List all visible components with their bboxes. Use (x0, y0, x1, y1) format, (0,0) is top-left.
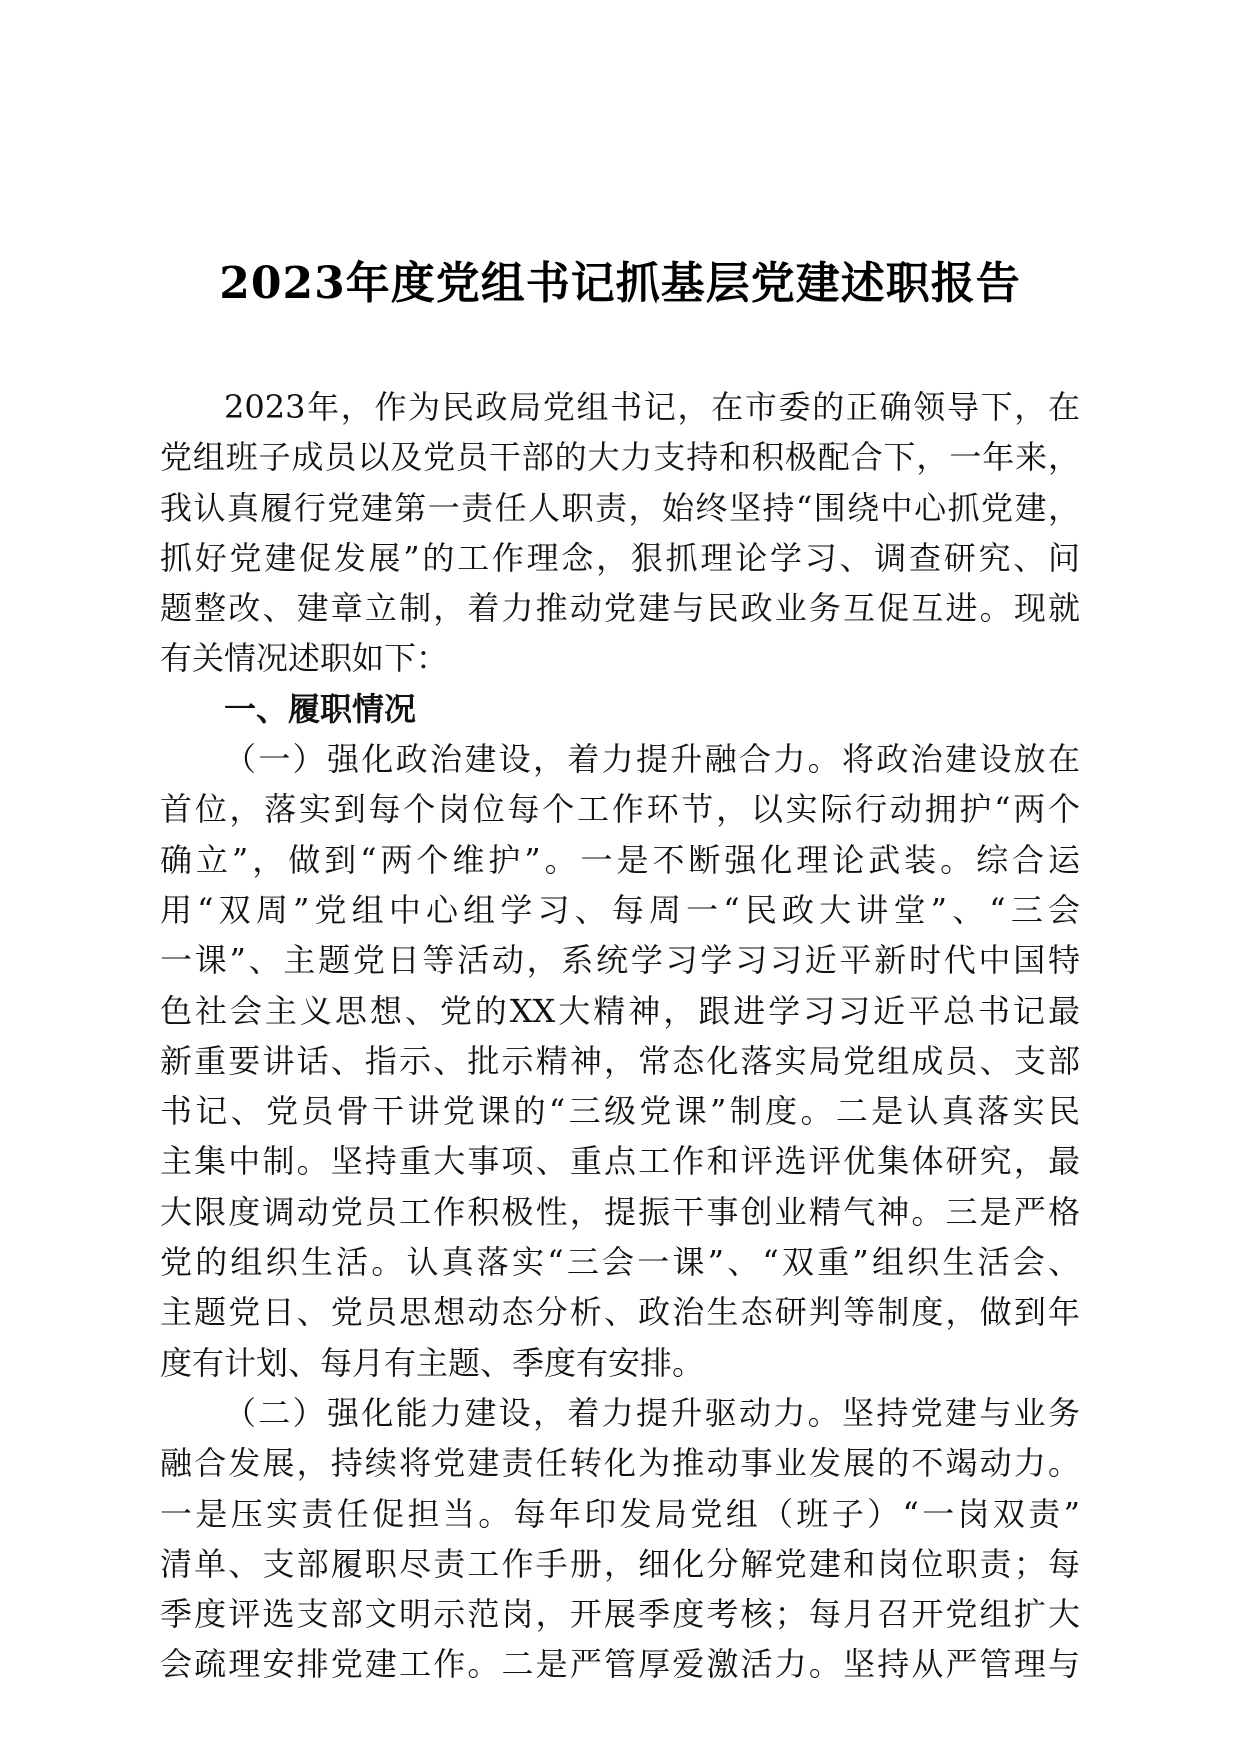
body-line: 题整改、建章立制，着力推动党建与民政业务互促互进。现就 (160, 589, 1080, 628)
body-line: 季度评选支部文明示范岗，开展季度考核；每月召开党组扩大 (160, 1595, 1080, 1634)
body-line: 党组班子成员以及党员干部的大力支持和积极配合下，一年来， (160, 438, 1080, 477)
body-line: 主集中制。坚持重大事项、重点工作和评选评优集体研究，最 (160, 1142, 1080, 1181)
body-line: 大限度调动党员工作积极性，提振干事创业精气神。三是严格 (160, 1192, 1080, 1231)
body-line: （二）强化能力建设，着力提升驱动力。坚持党建与业务 (224, 1393, 1080, 1432)
body-line: 主题党日、党员思想动态分析、政治生态研判等制度，做到年 (160, 1293, 1080, 1332)
body-line: 新重要讲话、指示、批示精神，常态化落实局党组成员、支部 (160, 1041, 1080, 1080)
body-line: 有关情况述职如下： (160, 639, 449, 678)
body-line: 党的组织生活。认真落实“三会一课”、“双重”组织生活会、 (160, 1243, 1080, 1282)
body-line: 首位，落实到每个岗位每个工作环节，以实际行动拥护“两个 (160, 790, 1080, 829)
body-line: 会疏理安排党建工作。二是严管厚爱激活力。坚持从严管理与 (160, 1645, 1080, 1684)
section-heading: 一、履职情况 (224, 689, 417, 728)
body-line: 一是压实责任促担当。每年印发局党组（班子）“一岗双责” (160, 1494, 1080, 1533)
body-line: 清单、支部履职尽责工作手册，细化分解党建和岗位职责；每 (160, 1544, 1080, 1583)
body-line: 色社会主义思想、党的XX大精神，跟进学习习近平总书记最 (160, 991, 1080, 1030)
body-line: 我认真履行党建第一责任人职责，始终坚持“围绕中心抓党建， (160, 488, 1080, 527)
body-line: 抓好党建促发展”的工作理念，狠抓理论学习、调查研究、问 (160, 538, 1080, 577)
body-line: 用“双周”党组中心组学习、每周一“民政大讲堂”、“三会 (160, 890, 1080, 929)
document-body (160, 382, 1080, 1690)
body-line: 融合发展，持续将党建责任转化为推动事业发展的不竭动力。 (160, 1444, 1080, 1483)
body-line: 2023年，作为民政局党组书记，在市委的正确领导下，在 (224, 388, 1080, 426)
body-line: 确立”，做到“两个维护”。一是不断强化理论武装。综合运 (160, 840, 1080, 879)
body-line: 一课”、主题党日等活动，系统学习学习习近平新时代中国特 (160, 941, 1080, 980)
body-line: 度有计划、每月有主题、季度有安排。 (160, 1343, 705, 1382)
document-title: 2023年度党组书记抓基层党建述职报告 (219, 258, 1021, 309)
body-line: （一）强化政治建设，着力提升融合力。将政治建设放在 (224, 740, 1080, 779)
body-line: 书记、党员骨干讲党课的“三级党课”制度。二是认真落实民 (160, 1092, 1080, 1131)
